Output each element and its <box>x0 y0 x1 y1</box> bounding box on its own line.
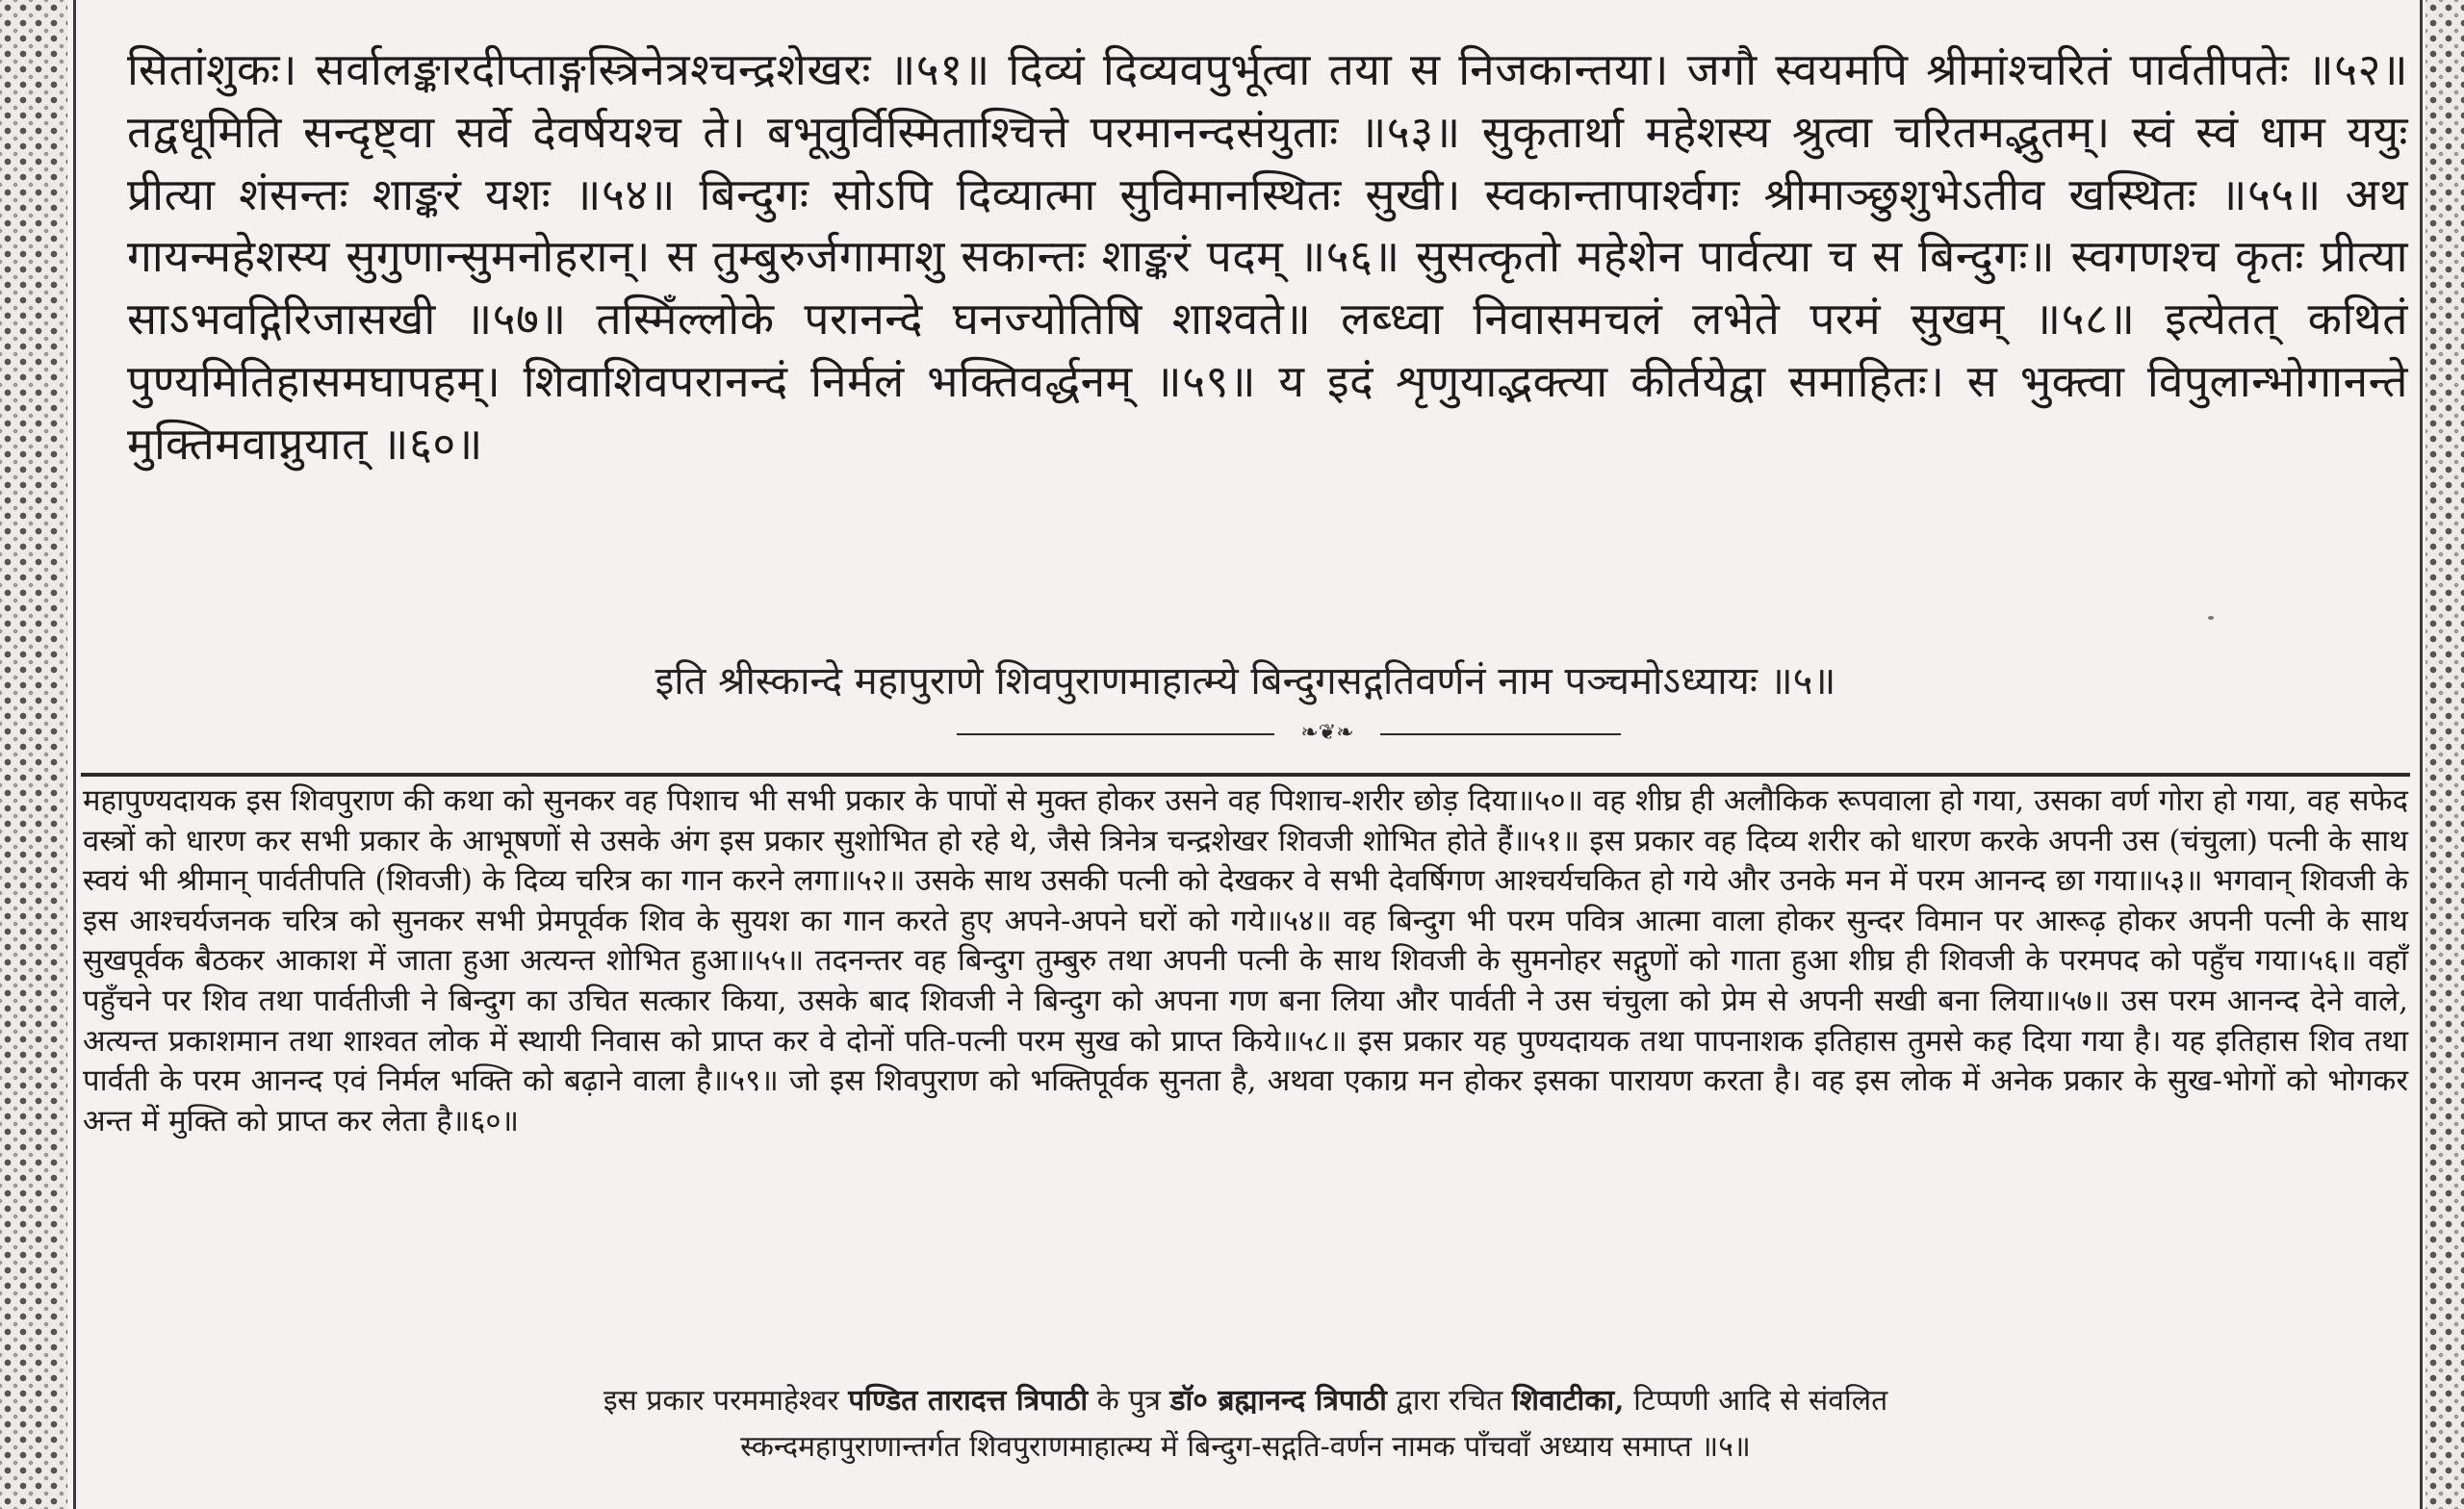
flourish-icon: ❧❦❧ <box>1300 721 1354 745</box>
hindi-translation: महापुण्यदायक इस शिवपुराण की कथा को सुनकर वह पिशाच भी सभी प्रकार के पापों से मुक्त होकर उसने वह पिशाच-शरीर छोड़ दिया॥५०॥ वह शीघ्र ही अलौकिक रूपवाला हो गया, उसका वर्ण गोरा हो गया, वह सफेद वस्त्रों को धारण कर सभी प्रकार के आभूषणों से उसके अंग इस प्रकार सुशोभित हो रहे थे, जैसे त्रिनेत्र चन्द्रशेखर शिवजी शोभित होते हैं॥५१॥ इस प्रकार वह दिव्य शरीर को धारण करके अपनी उस (चंचुला) पत्नी के साथ स्वयं भी श्रीमान् पार्वतीपति (शिवजी) के दिव्य चरित्र का गान करने लगा॥५२॥ उसके साथ उसकी पत्नी को देखकर वे सभी देवर्षिगण आश्चर्यचकित हो गये और उनके मन में परम आनन्द छा गया॥५३॥ भगवान् शिवजी के इस आश्चर्यजनक चरित्र को सुनकर सभी प्रेमपूर्वक शिव के सुयश का गान करते हुए अपने-अपने घरों को गये॥५४॥ वह बिन्दुग भी परम पवित्र आत्मा वाला होकर सुन्दर विमान पर आरूढ़ होकर अपनी पत्नी के साथ सुखपूर्वक बैठकर आकाश में जाता हुआ अत्यन्त शोभित हुआ॥५५॥ तदनन्तर वह बिन्दुग तुम्बुरु तथा अपनी पत्नी के साथ शिवजी के सुमनोहर सद्गुणों को गाता हुआ शीघ्र ही शिवजी के परमपद को पहुँच गया।५६॥ वहाँ पहुँचने पर शिव तथा पार्वतीजी ने बिन्दुग का उचित सत्कार किया, उसके बाद शिवजी ने बिन्दुग को अपना गण बना लिया और पार्वती ने उस चंचुला को प्रेम से अपनी सखी बना लिया॥५७॥ उस परम आनन्द देने वाले, अत्यन्त प्रकाशमान तथा शाश्वत लोक में स्थायी निवास को प्राप्त कर वे दोनों पति-पत्नी परम सुख को प्राप्त किये॥५८॥ इस प्रकार यह पुण्यदायक तथा पापनाशक इतिहास तुमसे कह दिया गया है। यह इतिहास शिव तथा पार्वती के परम आनन्द एवं निर्मल भक्ति को बढ़ाने वाला है॥५९॥ जो इस शिवपुराण को भक्तिपूर्वक सुनता है, अथवा एकाग्र मन होकर इसका पारायण करता है। वह इस लोक में अनेक प्रकार के सुख-भोगों को भोगकर अन्त में मुक्ति को प्राप्त कर लेता है॥६०॥ <box>83 783 2408 1138</box>
footer-work-title: शिवाटीका, <box>1511 1384 1625 1418</box>
ornament-rule-left <box>957 733 1274 735</box>
footer-line-2: स्कन्दमहापुराणान्तर्गत शिवपुराणमाहात्म्य में बिन्दुग-सद्गति-वर्णन नामक पाँचवाँ अध्याय समाप्त ॥५॥ <box>740 1430 1751 1464</box>
ornament-rule-right <box>1380 733 1621 735</box>
border-rule-right <box>2420 0 2423 1509</box>
footer-author: डॉ० ब्रह्मानन्द त्रिपाठी <box>1169 1384 1387 1418</box>
sanskrit-verses: सितांशुकः। सर्वालङ्कारदीप्ताङ्गस्त्रिनेत्रश्चन्द्रशेखरः ॥५१॥ दिव्यं दिव्यवपुर्भूत्वा तया स निजकान्तया। जगौ स्वयमपि श्रीमांश्चरितं पार्वतीपतेः ॥५२॥ तद्वधूमिति सन्दृष्ट्वा सर्वे देवर्षयश्च ते। बभूवुर्विस्मिताश्चित्ते परमानन्दसंयुताः ॥५३॥ सुकृतार्था महेशस्य श्रुत्वा चरितमद्भुतम्। स्वं स्वं धाम ययुः प्रीत्या शंसन्तः शाङ्करं यशः ॥५४॥ बिन्दुगः सोऽपि दिव्यात्मा सुविमानस्थितः सुखी। स्वकान्तापार्श्वगः श्रीमाञ्छुशुभेऽतीव खस्थितः ॥५५॥ अथ गायन्महेशस्य सुगुणान्सुमनोहरान्। स तुम्बुरुर्जगामाशु सकान्तः शाङ्करं पदम् ॥५६॥ सुसत्कृतो महेशेन पार्वत्या च स बिन्दुगः॥ स्वगणश्च कृतः प्रीत्या साऽभवद्गिरिजासखी ॥५७॥ तस्मिँल्लोके परानन्दे घनज्योतिषि शाश्वते॥ लब्ध्वा निवासमचलं लभेते परमं सुखम् ॥५८॥ इत्येतत् कथितं पुण्यमितिहासमघापहम्। शिवाशिवपरानन्दं निर्मलं भक्तिवर्द्धनम् ॥५९॥ य इदं शृणुयाद्भक्त्या कीर्तयेद्वा समाहितः। स भुक्त्वा विपुलान्भोगानन्ते मुक्तिमवाप्नुयात् ॥६०॥ <box>127 43 2408 470</box>
print-speck <box>2208 616 2214 620</box>
footer-line-1 <box>81 1378 2410 1424</box>
ornament-divider <box>81 722 2410 745</box>
footer-suffix: टिप्पणी आदि से संवलित <box>1633 1384 1888 1418</box>
footer-mid: के पुत्र <box>1096 1384 1161 1418</box>
chapter-footer <box>81 1378 2410 1471</box>
footer-author-father: पण्डित तारादत्त त्रिपाठी <box>848 1384 1089 1418</box>
section-divider <box>81 773 2410 777</box>
chapter-colophon: इति श्रीस्कान्दे महापुराणे शिवपुराणमाहात्म्ये बिन्दुगसद्गतिवर्णनं नाम पञ्चमोऽध्यायः ॥५॥ <box>654 659 1836 703</box>
footer-mid2: द्वारा रचित <box>1396 1384 1503 1418</box>
footer-prefix: इस प्रकार परममाहेश्वर <box>603 1384 839 1418</box>
decorative-border-right <box>2426 0 2464 1509</box>
book-page <box>81 0 2410 1509</box>
decorative-border-left <box>0 0 67 1509</box>
border-rule-left <box>73 0 76 1509</box>
